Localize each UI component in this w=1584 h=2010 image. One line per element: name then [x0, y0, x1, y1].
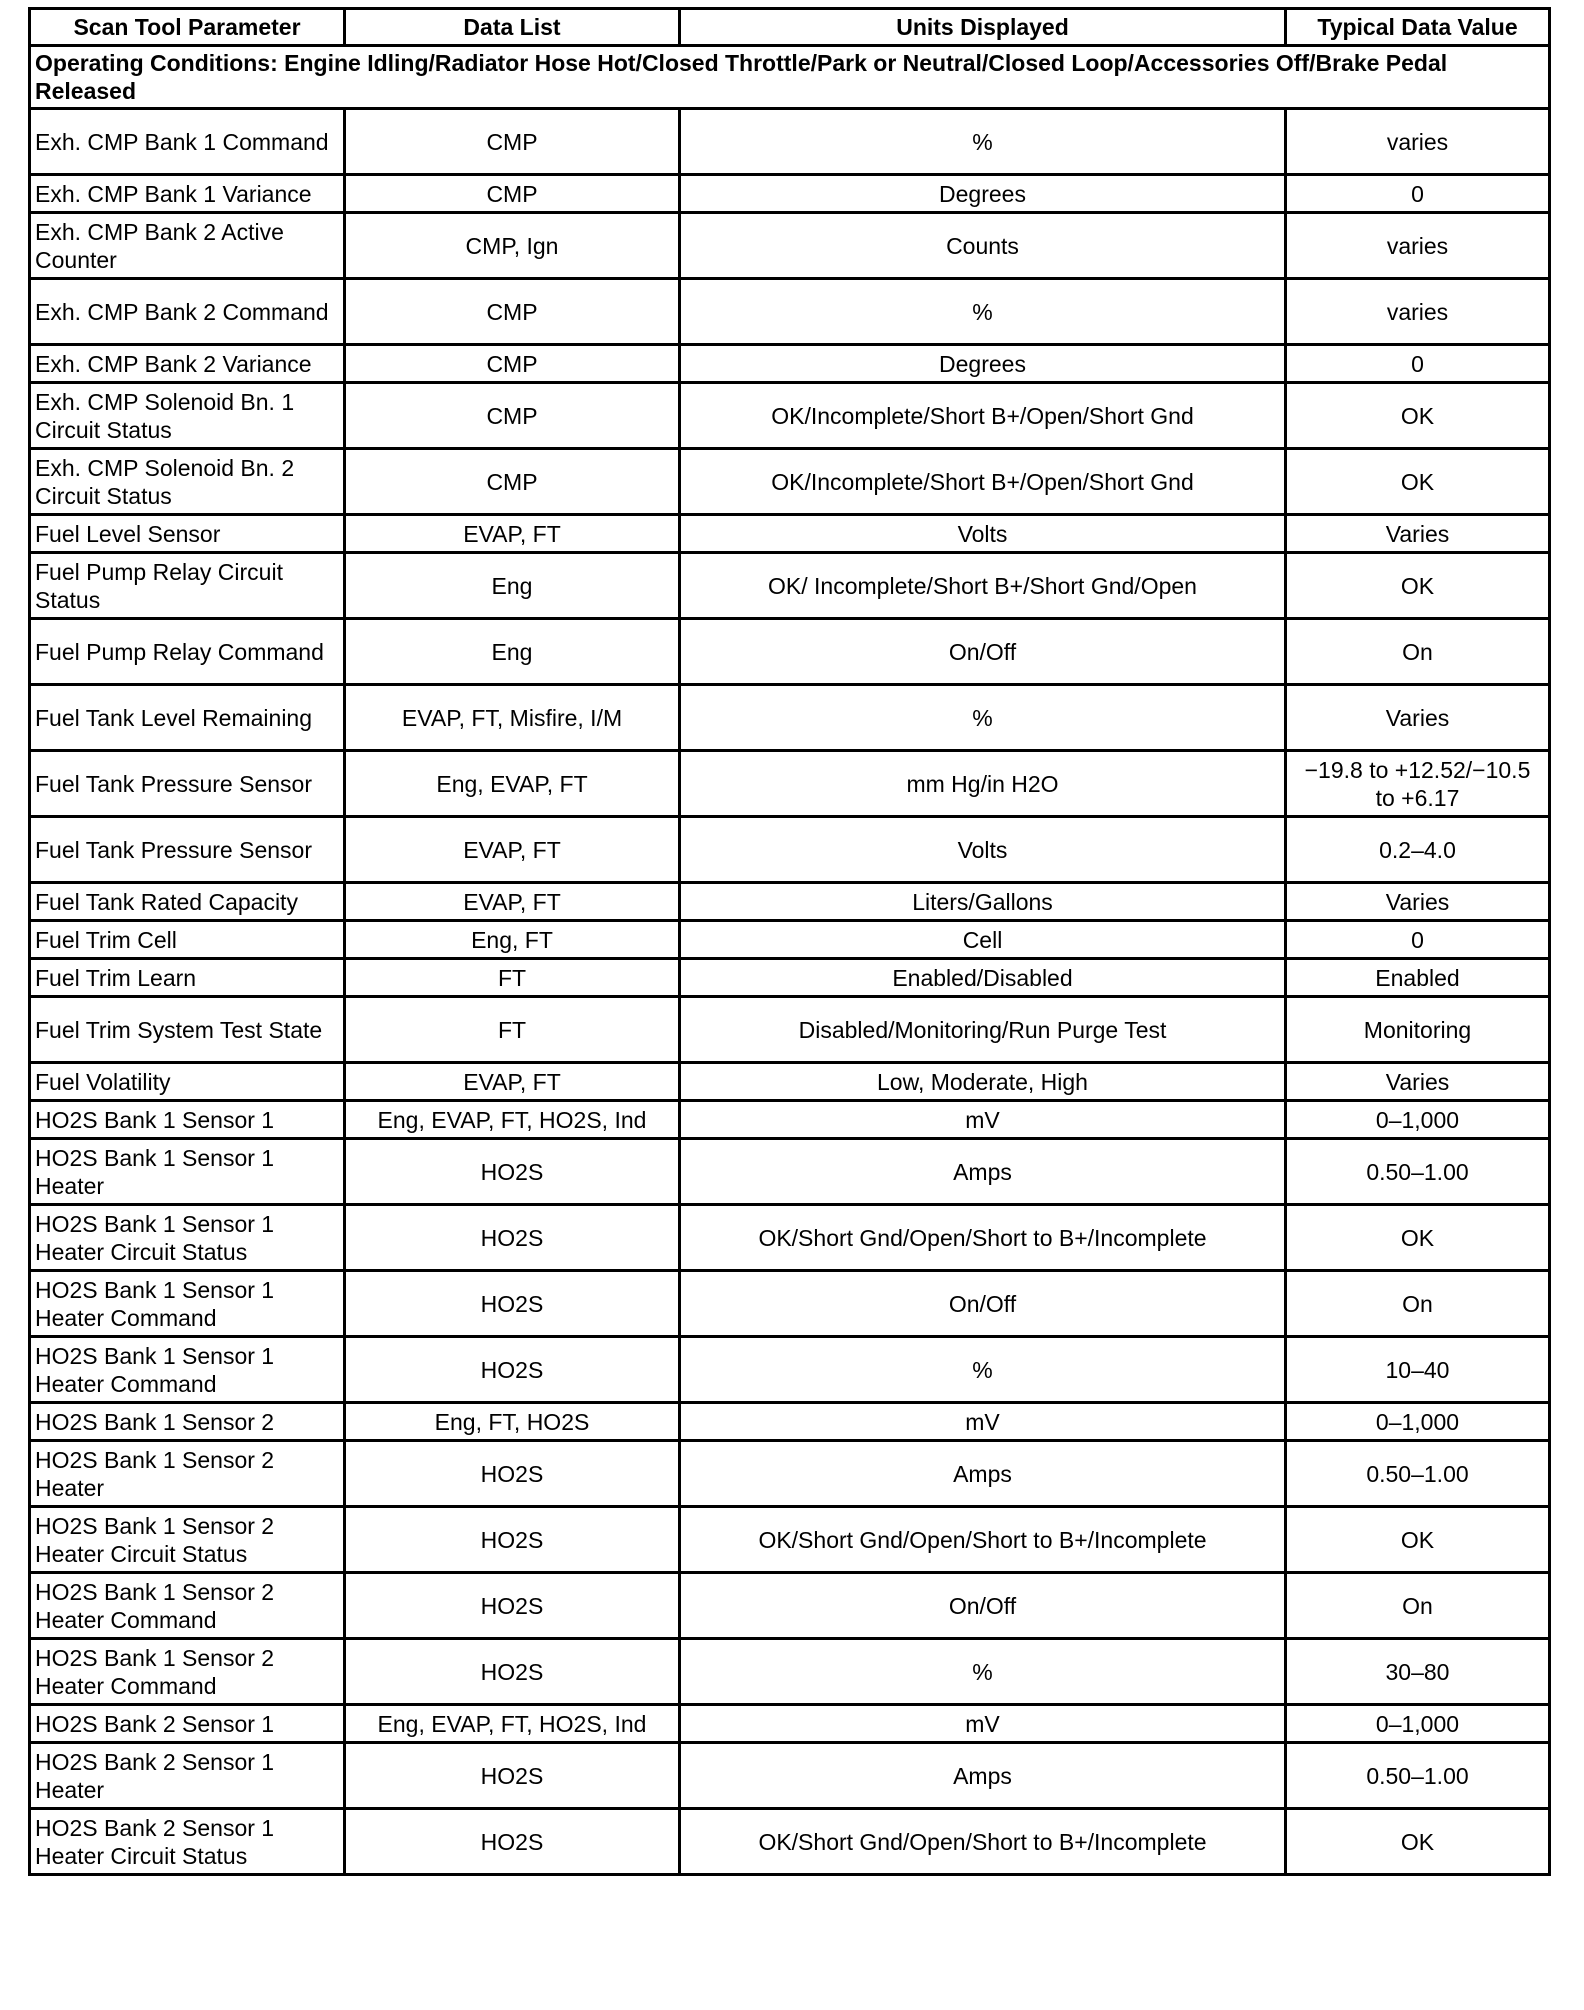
table-row: [30, 921, 1550, 959]
typical-data-value-cell: 0–1,000: [1286, 1101, 1550, 1139]
table-row: [30, 1101, 1550, 1139]
typical-data-value-cell: Varies: [1286, 883, 1550, 921]
data-list-cell: CMP: [345, 345, 680, 383]
table-row: [30, 279, 1550, 345]
typical-data-value-cell: Monitoring: [1286, 997, 1550, 1063]
data-list-cell: HO2S: [345, 1507, 680, 1573]
data-list-cell: EVAP, FT: [345, 817, 680, 883]
data-list-cell: CMP, Ign: [345, 213, 680, 279]
table-row: [30, 515, 1550, 553]
units-displayed-cell: Counts: [680, 213, 1286, 279]
units-displayed-cell: %: [680, 685, 1286, 751]
table-row: [30, 883, 1550, 921]
table-row: [30, 449, 1550, 515]
typical-data-value-cell: On: [1286, 1573, 1550, 1639]
scan-tool-data-table: [28, 7, 1551, 1876]
typical-data-value-cell: varies: [1286, 213, 1550, 279]
table-body: [30, 46, 1550, 1875]
data-list-cell: Eng: [345, 553, 680, 619]
parameter-cell: Fuel Tank Pressure Sensor: [30, 751, 345, 817]
table-row: [30, 1063, 1550, 1101]
table-header: [30, 9, 1550, 46]
typical-data-value-cell: varies: [1286, 279, 1550, 345]
table-row: [30, 1507, 1550, 1573]
parameter-cell: HO2S Bank 2 Sensor 1 Heater Circuit Status: [30, 1809, 345, 1875]
parameter-cell: HO2S Bank 1 Sensor 2: [30, 1403, 345, 1441]
table-row: [30, 619, 1550, 685]
header-typical-data-value: Typical Data Value: [1286, 9, 1550, 46]
units-displayed-cell: On/Off: [680, 1573, 1286, 1639]
data-list-cell: CMP: [345, 383, 680, 449]
units-displayed-cell: mV: [680, 1101, 1286, 1139]
typical-data-value-cell: 0.2–4.0: [1286, 817, 1550, 883]
table-row: [30, 959, 1550, 997]
units-displayed-cell: Amps: [680, 1441, 1286, 1507]
data-list-cell: Eng, EVAP, FT, HO2S, Ind: [345, 1101, 680, 1139]
data-list-cell: CMP: [345, 109, 680, 175]
typical-data-value-cell: 0.50–1.00: [1286, 1743, 1550, 1809]
typical-data-value-cell: 0.50–1.00: [1286, 1139, 1550, 1205]
data-list-cell: CMP: [345, 449, 680, 515]
units-displayed-cell: OK/Short Gnd/Open/Short to B+/Incomplete: [680, 1507, 1286, 1573]
units-displayed-cell: Cell: [680, 921, 1286, 959]
parameter-cell: HO2S Bank 1 Sensor 1 Heater Command: [30, 1271, 345, 1337]
units-displayed-cell: OK/Short Gnd/Open/Short to B+/Incomplete: [680, 1809, 1286, 1875]
table-row: [30, 685, 1550, 751]
data-list-cell: HO2S: [345, 1573, 680, 1639]
units-displayed-cell: OK/Short Gnd/Open/Short to B+/Incomplete: [680, 1205, 1286, 1271]
parameter-cell: Exh. CMP Bank 1 Variance: [30, 175, 345, 213]
typical-data-value-cell: Varies: [1286, 685, 1550, 751]
parameter-cell: HO2S Bank 2 Sensor 1: [30, 1705, 345, 1743]
data-list-cell: EVAP, FT: [345, 515, 680, 553]
units-displayed-cell: Amps: [680, 1139, 1286, 1205]
table-row: [30, 1337, 1550, 1403]
parameter-cell: HO2S Bank 1 Sensor 2 Heater Circuit Status: [30, 1507, 345, 1573]
table-row: [30, 1705, 1550, 1743]
data-list-cell: HO2S: [345, 1441, 680, 1507]
data-list-cell: HO2S: [345, 1205, 680, 1271]
units-displayed-cell: OK/ Incomplete/Short B+/Short Gnd/Open: [680, 553, 1286, 619]
table-row: [30, 1743, 1550, 1809]
typical-data-value-cell: 0–1,000: [1286, 1705, 1550, 1743]
data-list-cell: HO2S: [345, 1809, 680, 1875]
units-displayed-cell: Degrees: [680, 345, 1286, 383]
table-row: [30, 1441, 1550, 1507]
units-displayed-cell: Volts: [680, 817, 1286, 883]
operating-conditions: Operating Conditions: Engine Idling/Radiator Hose Hot/Closed Throttle/Park or Neutral/Closed Loop/Accessories Off/Brake Pedal Released: [30, 46, 1550, 109]
typical-data-value-cell: 0: [1286, 175, 1550, 213]
table-row: [30, 1809, 1550, 1875]
units-displayed-cell: mV: [680, 1403, 1286, 1441]
data-list-cell: EVAP, FT: [345, 1063, 680, 1101]
parameter-cell: Exh. CMP Bank 2 Variance: [30, 345, 345, 383]
data-list-cell: CMP: [345, 175, 680, 213]
units-displayed-cell: Enabled/Disabled: [680, 959, 1286, 997]
data-list-cell: HO2S: [345, 1337, 680, 1403]
parameter-cell: Fuel Pump Relay Circuit Status: [30, 553, 345, 619]
parameter-cell: Exh. CMP Bank 1 Command: [30, 109, 345, 175]
header-units-displayed: Units Displayed: [680, 9, 1286, 46]
units-displayed-cell: mm Hg/in H2O: [680, 751, 1286, 817]
data-list-cell: HO2S: [345, 1743, 680, 1809]
typical-data-value-cell: OK: [1286, 553, 1550, 619]
typical-data-value-cell: Varies: [1286, 515, 1550, 553]
table-row: [30, 1639, 1550, 1705]
units-displayed-cell: OK/Incomplete/Short B+/Open/Short Gnd: [680, 383, 1286, 449]
table-row: [30, 175, 1550, 213]
typical-data-value-cell: On: [1286, 619, 1550, 685]
typical-data-value-cell: OK: [1286, 383, 1550, 449]
table-row: [30, 553, 1550, 619]
typical-data-value-cell: varies: [1286, 109, 1550, 175]
parameter-cell: Fuel Trim Learn: [30, 959, 345, 997]
header-row: [30, 9, 1550, 46]
units-displayed-cell: Low, Moderate, High: [680, 1063, 1286, 1101]
table-row: [30, 817, 1550, 883]
parameter-cell: HO2S Bank 1 Sensor 1 Heater Command: [30, 1337, 345, 1403]
typical-data-value-cell: 0.50–1.00: [1286, 1441, 1550, 1507]
table-row: [30, 751, 1550, 817]
parameter-cell: Fuel Tank Level Remaining: [30, 685, 345, 751]
data-list-cell: EVAP, FT, Misfire, I/M: [345, 685, 680, 751]
units-displayed-cell: %: [680, 279, 1286, 345]
scan-tool-data-table-container: [28, 7, 1548, 1876]
typical-data-value-cell: 30–80: [1286, 1639, 1550, 1705]
parameter-cell: Fuel Tank Rated Capacity: [30, 883, 345, 921]
parameter-cell: HO2S Bank 1 Sensor 1 Heater Circuit Status: [30, 1205, 345, 1271]
typical-data-value-cell: OK: [1286, 1809, 1550, 1875]
data-list-cell: Eng, FT, HO2S: [345, 1403, 680, 1441]
units-displayed-cell: %: [680, 1639, 1286, 1705]
parameter-cell: Fuel Trim System Test State: [30, 997, 345, 1063]
typical-data-value-cell: OK: [1286, 1507, 1550, 1573]
parameter-cell: Fuel Level Sensor: [30, 515, 345, 553]
parameter-cell: HO2S Bank 1 Sensor 2 Heater Command: [30, 1639, 345, 1705]
data-list-cell: Eng, EVAP, FT, HO2S, Ind: [345, 1705, 680, 1743]
data-list-cell: Eng, EVAP, FT: [345, 751, 680, 817]
table-row: [30, 109, 1550, 175]
typical-data-value-cell: Enabled: [1286, 959, 1550, 997]
units-displayed-cell: %: [680, 1337, 1286, 1403]
table-row: [30, 345, 1550, 383]
header-scan-tool-parameter: Scan Tool Parameter: [30, 9, 345, 46]
data-list-cell: Eng: [345, 619, 680, 685]
parameter-cell: Fuel Trim Cell: [30, 921, 345, 959]
units-displayed-cell: mV: [680, 1705, 1286, 1743]
units-displayed-cell: Liters/Gallons: [680, 883, 1286, 921]
typical-data-value-cell: On: [1286, 1271, 1550, 1337]
units-displayed-cell: Degrees: [680, 175, 1286, 213]
table-row: [30, 1205, 1550, 1271]
typical-data-value-cell: 10–40: [1286, 1337, 1550, 1403]
parameter-cell: Exh. CMP Solenoid Bn. 2 Circuit Status: [30, 449, 345, 515]
units-displayed-cell: OK/Incomplete/Short B+/Open/Short Gnd: [680, 449, 1286, 515]
table-row: [30, 1573, 1550, 1639]
parameter-cell: HO2S Bank 1 Sensor 1 Heater: [30, 1139, 345, 1205]
operating-conditions-row: [30, 46, 1550, 109]
data-list-cell: Eng, FT: [345, 921, 680, 959]
parameter-cell: HO2S Bank 1 Sensor 1: [30, 1101, 345, 1139]
table-row: [30, 1139, 1550, 1205]
table-row: [30, 383, 1550, 449]
data-list-cell: CMP: [345, 279, 680, 345]
data-list-cell: FT: [345, 997, 680, 1063]
parameter-cell: Fuel Tank Pressure Sensor: [30, 817, 345, 883]
typical-data-value-cell: −19.8 to +12.52/−10.5 to +6.17: [1286, 751, 1550, 817]
table-row: [30, 213, 1550, 279]
typical-data-value-cell: 0–1,000: [1286, 1403, 1550, 1441]
units-displayed-cell: Disabled/Monitoring/Run Purge Test: [680, 997, 1286, 1063]
parameter-cell: HO2S Bank 2 Sensor 1 Heater: [30, 1743, 345, 1809]
data-list-cell: FT: [345, 959, 680, 997]
header-data-list: Data List: [345, 9, 680, 46]
data-list-cell: EVAP, FT: [345, 883, 680, 921]
parameter-cell: Exh. CMP Solenoid Bn. 1 Circuit Status: [30, 383, 345, 449]
table-row: [30, 1271, 1550, 1337]
parameter-cell: Fuel Pump Relay Command: [30, 619, 345, 685]
typical-data-value-cell: OK: [1286, 1205, 1550, 1271]
data-list-cell: HO2S: [345, 1139, 680, 1205]
parameter-cell: Fuel Volatility: [30, 1063, 345, 1101]
parameter-cell: Exh. CMP Bank 2 Active Counter: [30, 213, 345, 279]
data-list-cell: HO2S: [345, 1271, 680, 1337]
parameter-cell: HO2S Bank 1 Sensor 2 Heater Command: [30, 1573, 345, 1639]
typical-data-value-cell: Varies: [1286, 1063, 1550, 1101]
units-displayed-cell: Volts: [680, 515, 1286, 553]
units-displayed-cell: %: [680, 109, 1286, 175]
units-displayed-cell: On/Off: [680, 619, 1286, 685]
table-row: [30, 997, 1550, 1063]
units-displayed-cell: On/Off: [680, 1271, 1286, 1337]
typical-data-value-cell: 0: [1286, 345, 1550, 383]
typical-data-value-cell: 0: [1286, 921, 1550, 959]
data-list-cell: HO2S: [345, 1639, 680, 1705]
units-displayed-cell: Amps: [680, 1743, 1286, 1809]
typical-data-value-cell: OK: [1286, 449, 1550, 515]
parameter-cell: HO2S Bank 1 Sensor 2 Heater: [30, 1441, 345, 1507]
parameter-cell: Exh. CMP Bank 2 Command: [30, 279, 345, 345]
table-row: [30, 1403, 1550, 1441]
